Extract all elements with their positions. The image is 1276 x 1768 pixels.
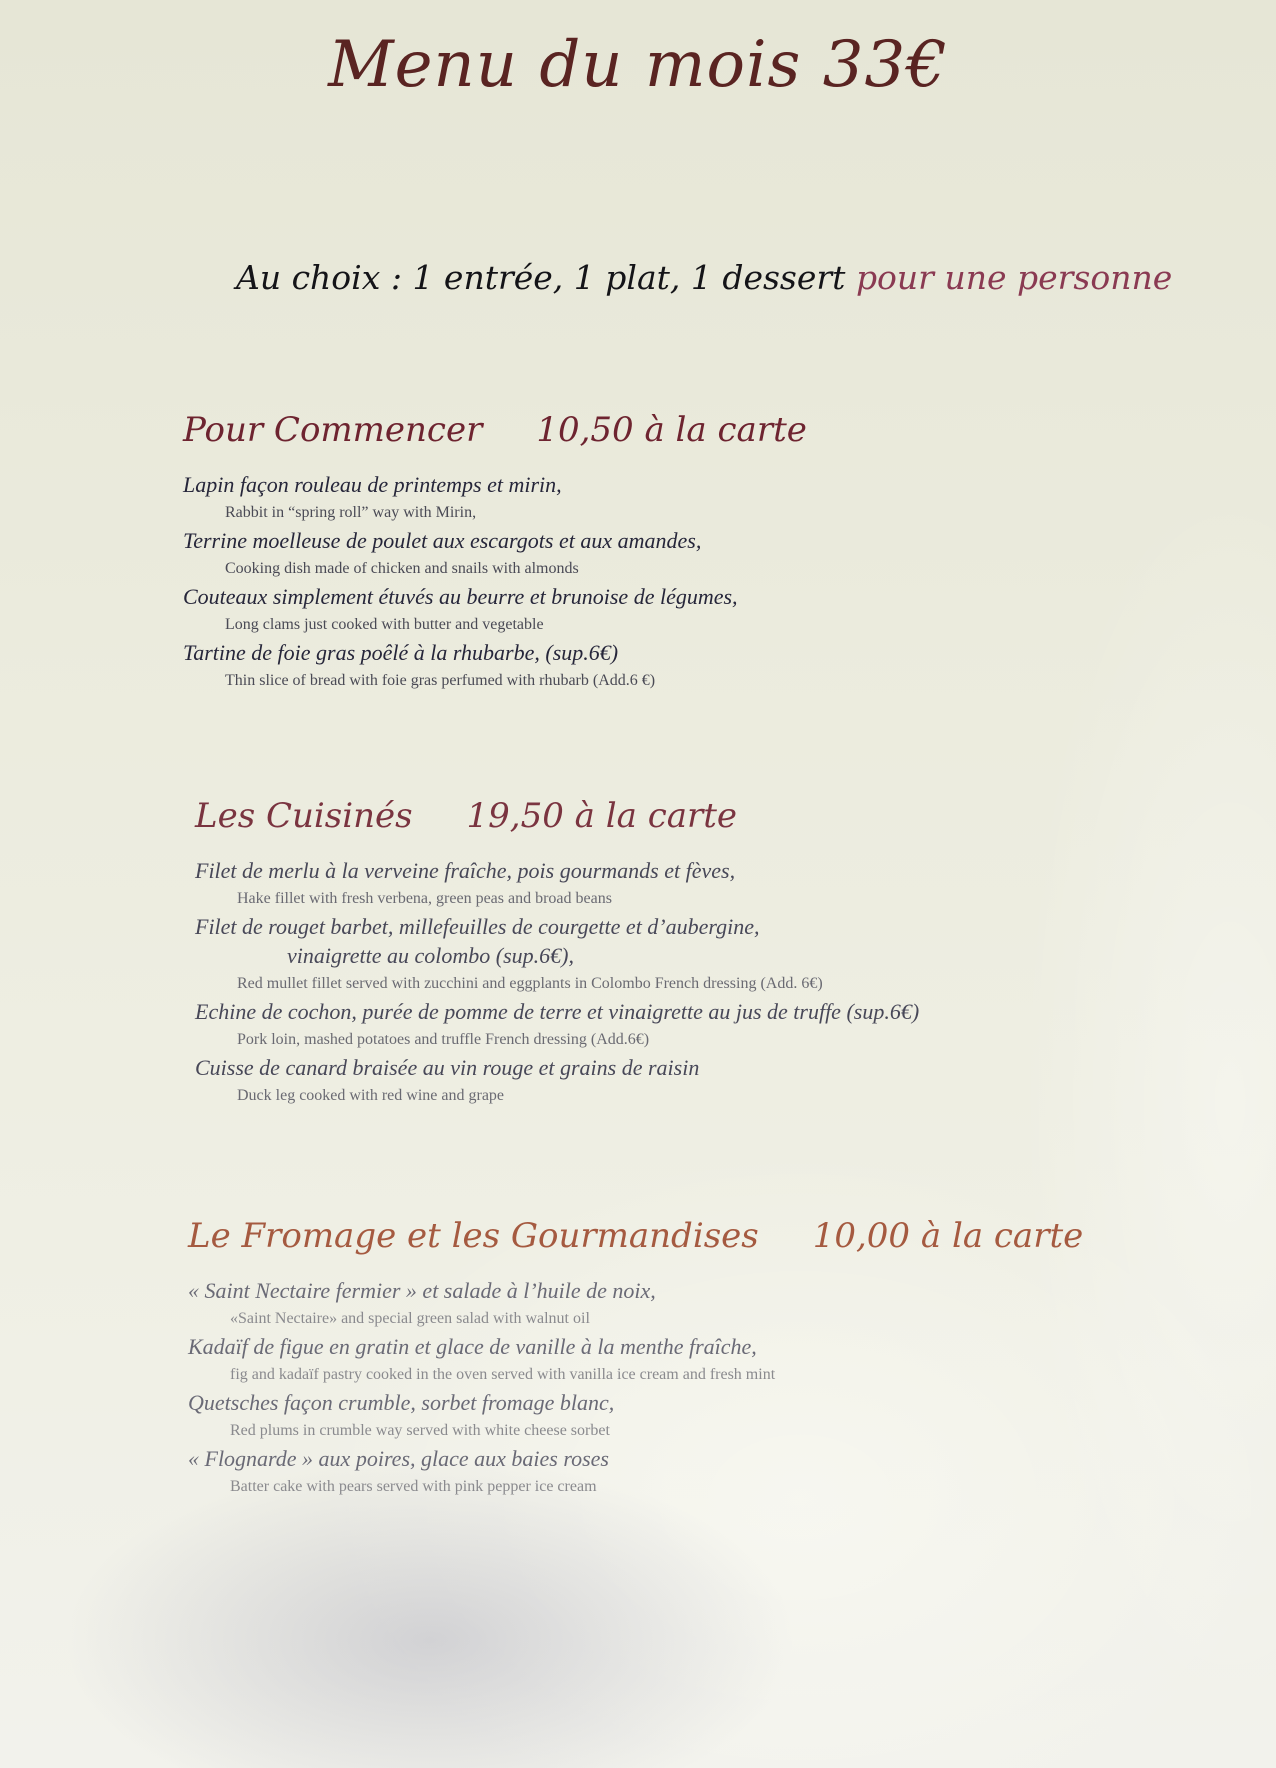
dish-name-fr: Tartine de foie gras poêlé à la rhubarbe, (sup.6€): [183, 640, 619, 665]
dish-name-fr: Couteaux simplement étuvés au beurre et brunoise de légumes,: [183, 584, 738, 609]
dish-name-fr: Terrine moelleuse de poulet aux escargots et aux amandes,: [183, 528, 702, 553]
dish-name-fr: « Saint Nectaire fermier » et salade à l’huile de noix,: [188, 1278, 656, 1303]
dish-name-en: Thin slice of bread with foie gras perfumed with rhubarb (Add.6 €): [225, 672, 656, 689]
dish-name-en: Batter cake with pears served with pink pepper ice cream: [230, 1478, 597, 1495]
menu-item: [183, 582, 807, 638]
menu-item: [195, 856, 919, 912]
section-name: Le Fromage et les Gourmandises: [188, 1216, 759, 1256]
dish-name-en: Long clams just cooked with butter and vegetable: [225, 616, 544, 633]
dish-name-fr: Cuisse de canard braisée au vin rouge et grains de raisin: [195, 1055, 700, 1080]
section-name: Les Cuisinés: [195, 796, 413, 836]
menu-item: [183, 638, 807, 694]
dish-name-en: «Saint Nectaire» and special green salad with walnut oil: [230, 1310, 590, 1327]
menu-title: Menu du mois 33€: [328, 28, 948, 102]
menu-item: [195, 1053, 919, 1109]
dish-name-fr: Kadaïf de figue en gratin et glace de vanille à la menthe fraîche,: [188, 1334, 757, 1359]
dish-name-fr: Lapin façon rouleau de printemps et mirin,: [183, 472, 562, 497]
dish-name-en: Duck leg cooked with red wine and grape: [237, 1087, 505, 1104]
section-starters: [183, 410, 807, 694]
section-price: 19,50 à la carte: [466, 796, 738, 836]
dish-name-en: Pork loin, mashed potatoes and truffle French dressing (Add.6€): [237, 1031, 650, 1048]
dish-name-fr: Echine de cochon, purée de pomme de terre et vinaigrette au jus de truffe (sup.6€): [195, 999, 920, 1024]
section-mains: [195, 796, 919, 1109]
dish-name-fr: Filet de rouget barbet, millefeuilles de courgette et d’aubergine,: [195, 914, 760, 939]
menu-item: [188, 1388, 1083, 1444]
dish-name-en: Hake fillet with fresh verbena, green peas and broad beans: [237, 890, 612, 907]
section-heading: [188, 1216, 1083, 1276]
menu-item: [188, 1444, 1083, 1500]
section-heading: [183, 410, 807, 470]
menu-item: [195, 912, 919, 997]
menu-item: [188, 1276, 1083, 1332]
dish-name-en: fig and kadaïf pastry cooked in the oven served with vanilla ice cream and fresh mint: [230, 1366, 776, 1383]
section-name: Pour Commencer: [183, 410, 483, 450]
menu-item: [183, 526, 807, 582]
dish-name-fr: Filet de merlu à la verveine fraîche, pois gourmands et fèves,: [195, 858, 736, 883]
section-cheese-desserts: [188, 1216, 1083, 1500]
dish-name-fr-continued: vinaigrette au colombo (sup.6€),: [287, 943, 574, 968]
dish-name-en: Cooking dish made of chicken and snails with almonds: [225, 560, 579, 577]
dish-name-en: Rabbit in “spring roll” way with Mirin,: [225, 504, 477, 521]
subtitle-choice: Au choix : 1 entrée, 1 plat, 1 dessert: [236, 258, 856, 297]
dish-name-en: Red mullet fillet served with zucchini and eggplants in Colombo French dressing (Add. 6€): [237, 975, 823, 992]
menu-item: [183, 470, 807, 526]
section-price: 10,00 à la carte: [812, 1216, 1084, 1256]
section-heading: [195, 796, 919, 856]
dish-name-en: Red plums in crumble way served with white cheese sorbet: [230, 1422, 610, 1439]
menu-subtitle: [236, 258, 1172, 297]
dish-name-fr: Quetsches façon crumble, sorbet fromage blanc,: [188, 1390, 615, 1415]
section-price: 10,50 à la carte: [536, 410, 807, 450]
menu-item: [195, 997, 919, 1053]
dish-name-fr: « Flognarde » aux poires, glace aux baies roses: [188, 1446, 609, 1471]
menu-item: [188, 1332, 1083, 1388]
subtitle-per-person: pour une personne: [855, 258, 1173, 297]
